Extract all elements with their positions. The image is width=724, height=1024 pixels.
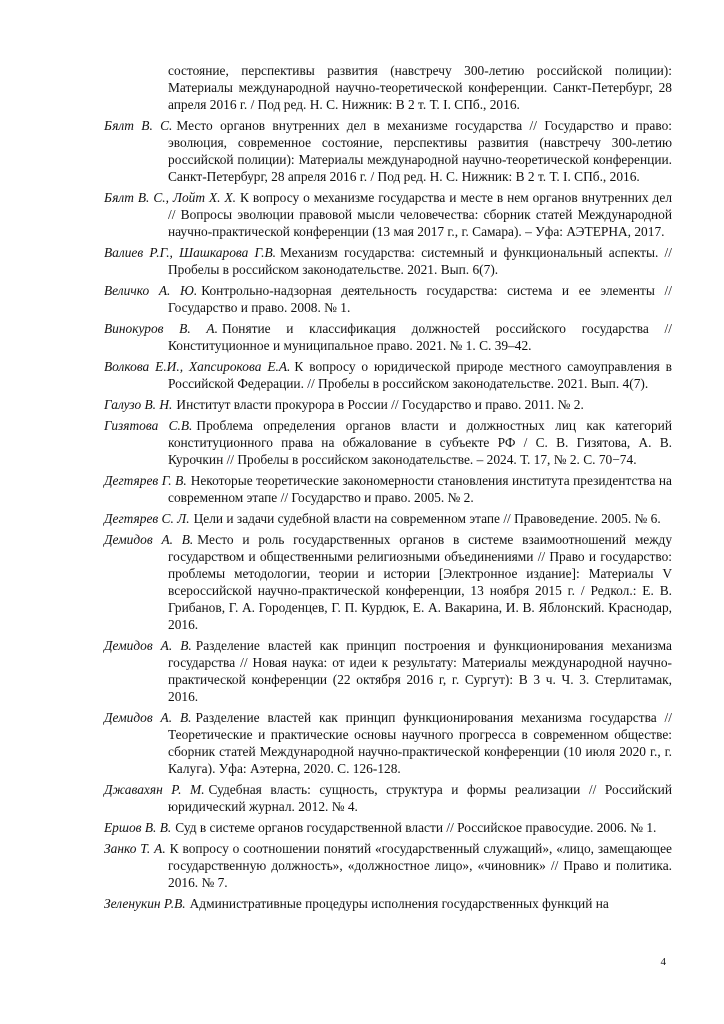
reference-text: Разделение властей как принцип функционирования механизма государства // Теоретические и практические основы научного прогресса в современном обществе: сборник статей Международной научно-практической конференции (10 июля 2020 г., г. Калуга). Уфа: Аэтерна, 2020. С. 126-128.	[168, 710, 672, 776]
reference-entry	[104, 358, 672, 392]
reference-text: Цели и задачи судебной власти на современном этапе // Правоведение. 2005. № 6.	[193, 511, 661, 526]
reference-text: Понятие и классификация должностей российского государства // Конституционное и муниципальное право. 2021. № 1. С. 39–42.	[168, 321, 672, 353]
reference-author: Демидов А. В.	[104, 710, 192, 725]
reference-author: Бялт В. С., Лойт Х. Х.	[104, 190, 236, 205]
reference-author: Волкова Е.И., Хапсирокова Е.А.	[104, 359, 291, 374]
reference-author: Демидов А. В.	[104, 532, 194, 547]
reference-entry	[104, 396, 672, 413]
reference-text: Институт власти прокурора в России // Государство и право. 2011. № 2.	[176, 397, 584, 412]
reference-entry	[104, 472, 672, 506]
reference-entry	[104, 510, 672, 527]
reference-entry	[104, 781, 672, 815]
reference-entry	[104, 709, 672, 777]
reference-author: Демидов А. В.	[104, 638, 192, 653]
reference-entry	[104, 895, 672, 912]
reference-text: Судебная власть: сущность, структура и формы реализации // Российский юридический журнал. 2012. № 4.	[168, 782, 672, 814]
reference-entry	[104, 62, 672, 113]
reference-text: Разделение властей как принцип построения и функционирования механизма государства // Новая наука: от идеи к результату: Материалы международной научно-практической конференции (22 октября 2016 г, г. Сургут): В 3 ч. Ч. 3. Стерлитамак, 2016.	[168, 638, 672, 704]
reference-entry	[104, 189, 672, 240]
reference-author: Зеленукин Р.В.	[104, 896, 186, 911]
reference-text: Механизм государства: системный и функциональный аспекты. // Пробелы в российском законодательстве. 2021. Вып. 6(7).	[168, 245, 672, 277]
reference-text: состояние, перспективы развития (навстречу 300-летию российской полиции): Материалы международной научно-теоретической конференции. Санкт-Петербург, 28 апреля 2016 г. / Под ред. Н. С. Нижник: В 2 т. Т. I. СПб., 2016.	[168, 63, 672, 112]
reference-list	[104, 62, 672, 916]
reference-entry	[104, 282, 672, 316]
reference-entry	[104, 819, 672, 836]
reference-author: Гизятова С.В.	[104, 418, 193, 433]
reference-author: Галузо В. Н.	[104, 397, 173, 412]
reference-text: Контрольно-надзорная деятельность государства: система и ее элементы // Государство и право. 2008. № 1.	[168, 283, 672, 315]
reference-entry	[104, 117, 672, 185]
reference-entry	[104, 840, 672, 891]
reference-entry	[104, 320, 672, 354]
reference-text: Административные процедуры исполнения государственных функций на	[189, 896, 609, 911]
reference-text: К вопросу о юридической природе местного самоуправления в Российской Федерации. // Пробелы в российском законодательстве. 2021. Вып. 4(7).	[168, 359, 672, 391]
reference-author: Величко А. Ю.	[104, 283, 198, 298]
reference-entry	[104, 637, 672, 705]
page-number: 4	[660, 956, 666, 968]
reference-author: Занко Т. А.	[104, 841, 166, 856]
reference-author: Ершов В. В.	[104, 820, 172, 835]
reference-text: К вопросу о механизме государства и месте в нем органов внутренних дел // Вопросы эволюции правовой мысли человечества: сборник статей Международной научно-практической конференции (13 мая 2017 г., г. Самара). – Уфа: АЭТЕРНА, 2017.	[168, 190, 672, 239]
reference-text: Место и роль государственных органов в системе взаимоотношений между государством и общественными религиозными объединениями // Право и государство: проблемы методологии, теории и истории [Электронное издание]: Материалы V всероссийской научно-практической конференции, 13 ноября 2015 г. / Редкол.: Е. В. Грибанов, Г. А. Городенцев, Г. П. Курдюк, Е. А. Вакарина, И. В. Яблонский. Краснодар, 2016.	[168, 532, 673, 632]
reference-text: Суд в системе органов государственной власти // Российское правосудие. 2006. № 1.	[175, 820, 657, 835]
reference-entry	[104, 244, 672, 278]
reference-text: Некоторые теоретические закономерности становления института президентства на современном этапе // Государство и право. 2005. № 2.	[168, 473, 672, 505]
reference-entry	[104, 531, 672, 633]
reference-text: Проблема определения органов власти и должностных лиц как категорий конституционного права на обжалование в субъекте РФ / С. В. Гизятова, А. В. Курочкин // Пробелы в российском законодательстве. – 2024. Т. 17, № 2. С. 70−74.	[168, 418, 672, 467]
reference-author: Дегтярев С. Л.	[104, 511, 190, 526]
reference-text: К вопросу о соотношении понятий «государственный служащий», «лицо, замещающее государственную должность», «должностное лицо», «чиновник» // Право и политика. 2016. № 7.	[168, 841, 672, 890]
reference-author: Джавахян Р. М.	[104, 782, 205, 797]
reference-author: Бялт В. С.	[104, 118, 173, 133]
reference-text: Место органов внутренних дел в механизме государства // Государство и право: эволюция, современное состояние, перспективы развития (навстречу 300-летию российской полиции): Материалы международной научно-теоретической конференции. Санкт-Петербург, 28 апреля 2016 г. / Под ред. Н. С. Нижник: В 2 т. Т. I. СПб., 2016.	[168, 118, 672, 184]
reference-author: Валиев Р.Г., Шашкарова Г.В.	[104, 245, 277, 260]
reference-author: Винокуров В. А.	[104, 321, 218, 336]
reference-entry	[104, 417, 672, 468]
reference-author: Дегтярев Г. В.	[104, 473, 187, 488]
